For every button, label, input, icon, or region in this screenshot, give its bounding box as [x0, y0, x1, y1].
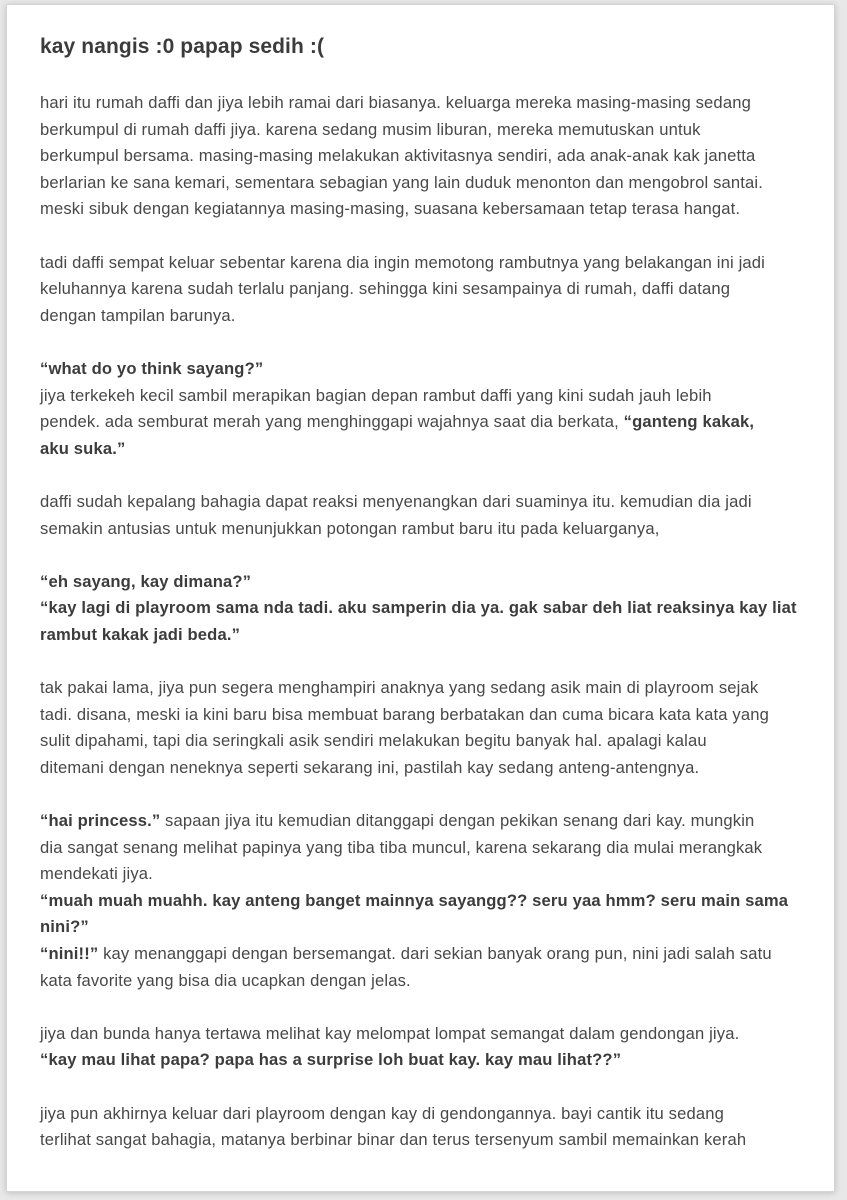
dialogue-line: aku suka.” — [40, 438, 126, 458]
paragraph-4 — [40, 489, 818, 542]
text-line: sulit dipahami, tapi dia seringkali asik sendiri melakukan begitu banyak hal. apalagi kalau — [40, 731, 707, 751]
text-line: jiya terkekeh kecil sambil merapikan bagian depan rambut daffi yang kini sudah jauh lebih — [40, 385, 712, 405]
text-line: dia sangat senang melihat papinya yang tiba tiba muncul, karena sekarang dia mulai merangkak — [40, 837, 763, 857]
text-line: berlarian ke sana kemari, sementara sebagian yang lain duduk menonton dan mengobrol santai. — [40, 172, 764, 192]
text-line: terlihat sangat bahagia, matanya berbinar binar dan terus tersenyum sambil memainkan kerah — [40, 1130, 747, 1150]
paragraph-1 — [40, 90, 818, 223]
paragraph-9 — [40, 1101, 818, 1154]
text-line: tak pakai lama, jiya pun segera menghampiri anaknya yang sedang asik main di playroom sejak — [40, 678, 759, 698]
text-line: berkumpul di rumah daffi jiya. karena sedang musim liburan, mereka memutuskan untuk — [40, 119, 701, 139]
story-title: kay nangis :0 papap sedih :( — [40, 35, 325, 58]
text-line: tadi daffi sempat keluar sebentar karena dia ingin memotong rambutnya yang belakangan ini jadi — [40, 252, 766, 272]
paragraph-3 — [40, 356, 818, 462]
text-segment: kay menanggapi dengan bersemangat. dari sekian banyak orang pun, nini jadi salah satu — [98, 944, 772, 963]
text-line — [40, 808, 818, 835]
text-line: tadi. disana, meski ia kini baru bisa membuat barang berbatakan dan cuma bicara kata kata yang — [40, 704, 769, 724]
story-body — [40, 90, 818, 1154]
dialogue-segment: “hai princess.” — [40, 811, 161, 831]
text-line: jiya dan bunda hanya tertawa melihat kay melompat lompat semangat dalam gendongan jiya. — [40, 1023, 740, 1043]
dialogue-line: “kay mau lihat papa? papa has a surprise loh buat kay. kay mau lihat??” — [40, 1050, 622, 1070]
text-line: jiya pun akhirnya keluar dari playroom dengan kay di gendongannya. bayi cantik itu sedang — [40, 1103, 724, 1123]
paragraph-6 — [40, 675, 818, 781]
text-line: kata favorite yang bisa dia ucapkan dengan jelas. — [40, 970, 411, 990]
text-line — [40, 409, 818, 436]
text-line: meski sibuk dengan kegiatannya masing-masing, suasana kebersamaan tetap terasa hangat. — [40, 199, 741, 219]
dialogue-line: “eh sayang, kay dimana?” — [40, 571, 252, 591]
dialogue-line: “muah muah muahh. kay anteng banget mainnya sayangg?? seru yaa hmm? seru main sama — [40, 890, 789, 910]
dialogue-line: “what do yo think sayang?” — [40, 358, 264, 378]
paragraph-2 — [40, 250, 818, 330]
paragraph-7 — [40, 808, 818, 994]
text-line: daffi sudah kepalang bahagia dapat reaksi menyenangkan dari suaminya itu. kemudian dia jadi — [40, 491, 752, 511]
paragraph-8 — [40, 1021, 818, 1074]
text-line: keluhannya karena sudah terlalu panjang. sehingga kini sesampainya di rumah, daffi datang — [40, 279, 731, 299]
dialogue-segment: “ganteng kakak, — [623, 412, 755, 432]
text-line: mendekati jiya. — [40, 864, 153, 884]
text-line: dengan tampilan barunya. — [40, 305, 236, 325]
text-segment: sapaan jiya itu kemudian ditanggapi dengan pekikan senang dari kay. mungkin — [160, 811, 755, 831]
text-line: hari itu rumah daffi dan jiya lebih ramai dari biasanya. keluarga mereka masing-masing sedang — [40, 93, 751, 112]
text-line — [40, 941, 818, 968]
text-segment: pendek. ada semburat merah yang menghinggapi wajahnya saat dia berkata, — [40, 412, 624, 432]
document-page — [6, 4, 835, 1192]
dialogue-line: rambut kakak jadi beda.” — [40, 624, 241, 644]
dialogue-segment: “nini!!” — [40, 944, 99, 963]
text-line: ditemani dengan neneknya seperti sekarang ini, pastilah kay sedang anteng-antengnya. — [40, 757, 700, 777]
paragraph-5 — [40, 569, 818, 649]
dialogue-line: “kay lagi di playroom sama nda tadi. aku samperin dia ya. gak sabar deh liat reaksinya kay liat — [40, 598, 797, 618]
dialogue-line: nini?” — [40, 917, 89, 937]
text-line: berkumpul bersama. masing-masing melakukan aktivitasnya sendiri, ada anak-anak kak janetta — [40, 146, 756, 166]
text-line: semakin antusias untuk menunjukkan potongan rambut baru itu pada keluarganya, — [40, 518, 660, 538]
